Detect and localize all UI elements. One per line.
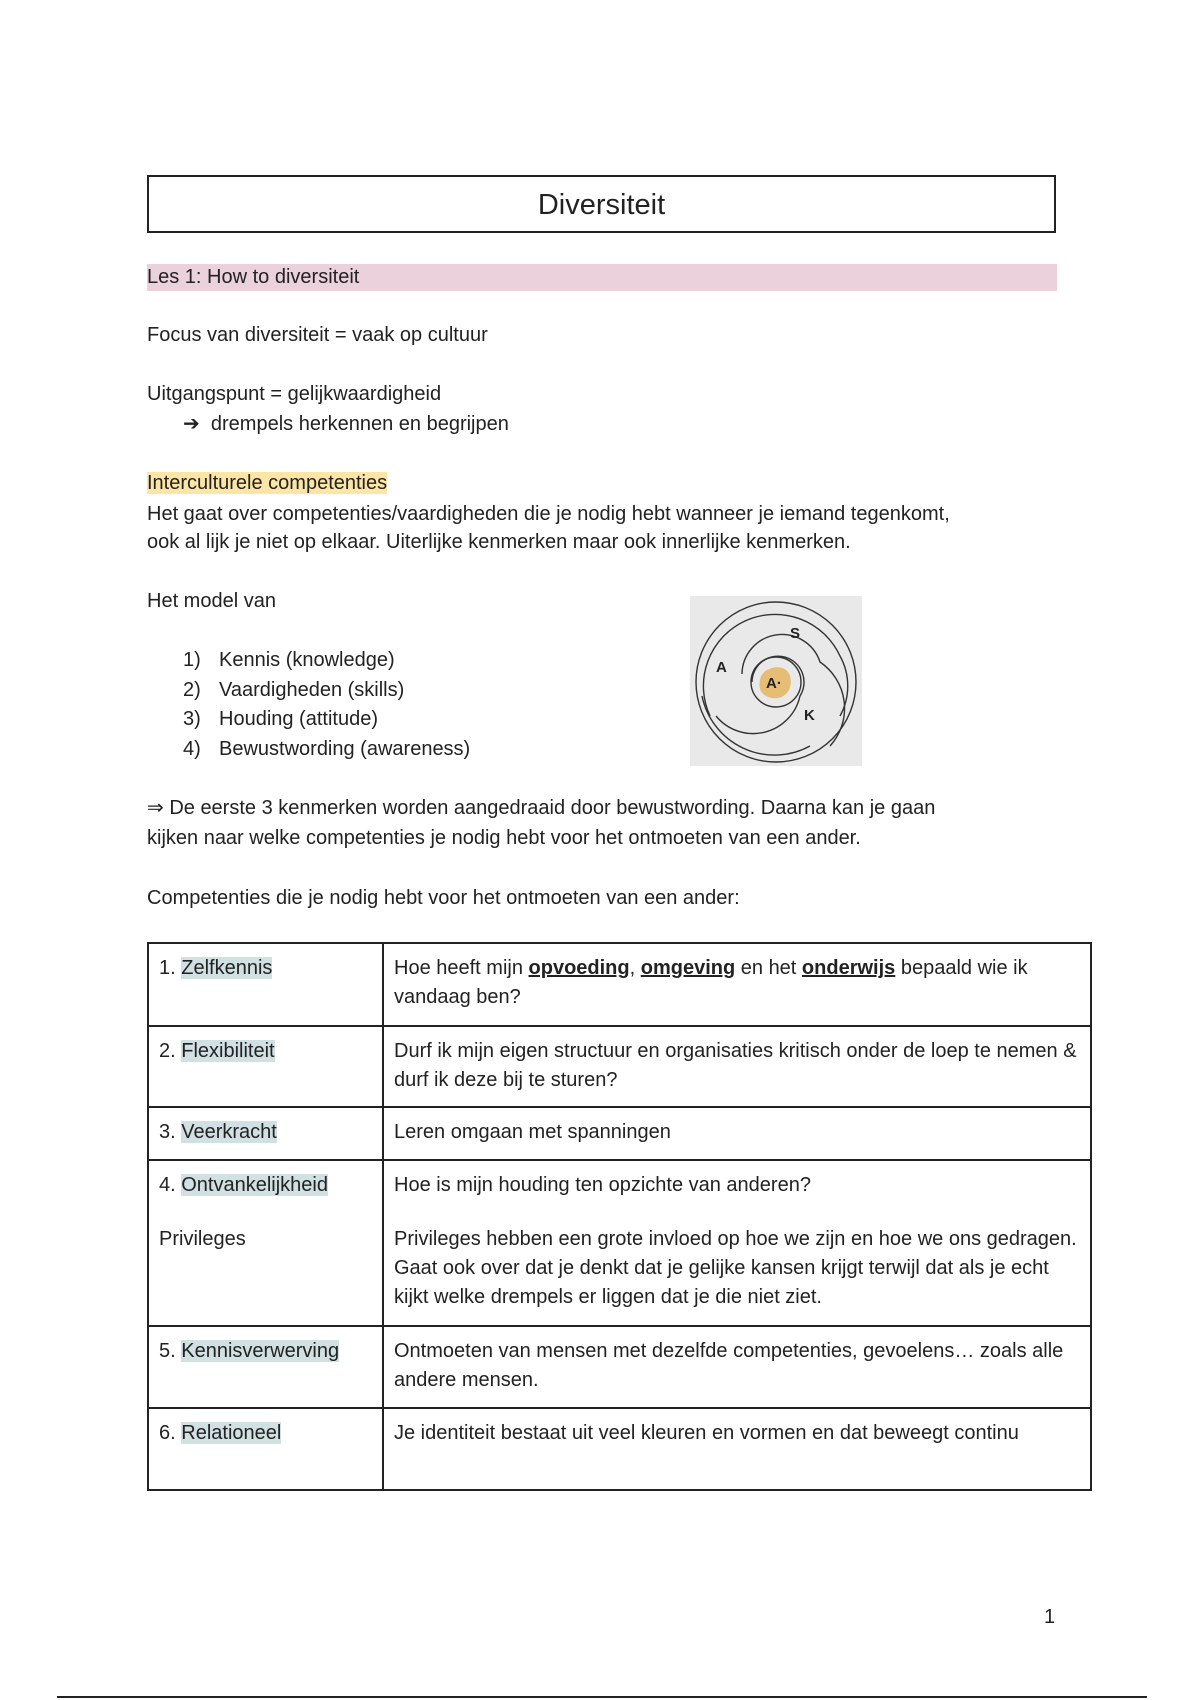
intercultural-para-2: ook al lijk je niet op elkaar. Uiterlijke kenmerken maar ook innerlijke kenmerken. — [147, 531, 851, 553]
competency-desc-cell: Ontmoeten van mensen met dezelfde competenties, gevoelens… zoals alle andere mensen. — [383, 1326, 1091, 1408]
competency-name: Kennisverwerving — [181, 1340, 340, 1362]
competency-name-cell — [148, 1326, 383, 1408]
model-item-text: Houding (attitude) — [219, 708, 378, 730]
intercultural-heading-text: Interculturele competenties — [147, 472, 388, 494]
competency-desc-cell: Je identiteit bestaat uit veel kleuren en vormen en dat beweegt continu — [383, 1408, 1091, 1490]
desc-text: Privileges hebben een grote invloed op hoe we zijn en hoe we ons gedragen. Gaat ook over dat je denkt dat je gelijke kansen krijgt terwijl dat als je echt kijkt welke drempels er liggen dat je die niet ziet. — [394, 1228, 1077, 1308]
model-item-num: 3) — [183, 708, 201, 730]
competency-desc-cell — [383, 943, 1091, 1026]
model-item-text: Bewustwording (awareness) — [219, 737, 471, 760]
table-row — [148, 1408, 1091, 1490]
model-item-num: 4) — [183, 737, 201, 760]
lesson-heading: Les 1: How to diversiteit — [147, 264, 1057, 291]
table-row — [148, 1026, 1091, 1107]
intercultural-para-1: Het gaat over competenties/vaardigheden die je nodig hebt wanneer je iemand tegenkomt, — [147, 503, 950, 525]
model-item — [183, 705, 470, 735]
competency-name-cell — [148, 1026, 383, 1107]
model-item-num: 2) — [183, 678, 201, 701]
competency-desc-cell: Durf ik mijn eigen structuur en organisaties kritisch onder de loep te nemen & durf ik deze bij te sturen? — [383, 1026, 1091, 1107]
competency-num: 4. — [159, 1174, 176, 1196]
document-title: Diversiteit — [147, 175, 1056, 233]
model-item-text: Vaardigheden (skills) — [219, 678, 405, 701]
page-divider — [57, 1696, 1147, 1698]
competency-name-cell — [148, 943, 383, 1026]
desc-text: en het — [735, 957, 802, 979]
competency-num: 2. — [159, 1040, 176, 1062]
label-center: A· — [766, 675, 782, 692]
competency-name: Zelfkennis — [181, 957, 273, 979]
competency-name: Ontvankelijkheid — [181, 1174, 328, 1196]
competency-name: Flexibiliteit — [181, 1040, 275, 1062]
competency-name-cell — [148, 1107, 383, 1160]
competency-name: Relationeel — [181, 1422, 282, 1444]
model-item-text: Kennis (knowledge) — [219, 649, 395, 671]
table-row — [148, 1107, 1091, 1160]
competency-name-cell — [148, 1408, 383, 1490]
spiral-diagram — [690, 596, 862, 766]
competency-num: 3. — [159, 1121, 176, 1143]
competency-desc-cell: Leren omgaan met spanningen — [383, 1107, 1091, 1160]
uitgangspunt-sub-text: drempels herkennen en begrijpen — [210, 413, 509, 435]
competency-name: Veerkracht — [181, 1121, 277, 1143]
competencies-table — [147, 942, 1092, 1491]
competency-num: 5. — [159, 1340, 176, 1362]
desc-text: Hoe heeft mijn — [394, 957, 529, 979]
desc-text: Hoe is mijn houding ten opzichte van anderen? — [394, 1174, 811, 1196]
model-item — [183, 676, 470, 706]
page-number: 1 — [1044, 1606, 1056, 1628]
competency-num: 1. — [159, 957, 176, 979]
desc-text: , — [629, 957, 641, 979]
label-s: S — [790, 625, 801, 642]
competency-num: 6. — [159, 1422, 176, 1444]
competencies-intro: Competenties die je nodig hebt voor het ontmoeten van een ander: — [147, 887, 740, 909]
desc-bold: opvoeding — [528, 957, 630, 979]
competency-desc-cell — [383, 1160, 1091, 1326]
model-list — [183, 646, 470, 764]
conclusion-2: kijken naar welke competenties je nodig hebt voor het ontmoeten van een ander. — [147, 827, 861, 849]
model-intro: Het model van — [147, 590, 276, 612]
uitgangspunt-line: Uitgangspunt = gelijkwaardigheid — [147, 383, 442, 405]
intercultural-heading — [147, 469, 387, 497]
table-row — [148, 1326, 1091, 1408]
model-item — [183, 646, 470, 676]
table-row — [148, 1160, 1091, 1326]
uitgangspunt-sub — [183, 410, 509, 438]
label-a: A — [716, 659, 727, 676]
arrow-icon: ➔ — [183, 413, 200, 435]
desc-text: bepaald wie ik vandaag ben? — [394, 957, 1028, 1008]
model-item-num: 1) — [183, 649, 201, 671]
desc-bold: onderwijs — [801, 957, 896, 979]
competency-name-cell — [148, 1160, 383, 1326]
competency-sub: Privileges — [159, 1228, 246, 1250]
competency-spiral-figure — [690, 596, 862, 766]
conclusion-1: ⇒ De eerste 3 kenmerken worden aangedraaid door bewustwording. Daarna kan je gaan — [147, 797, 936, 819]
desc-bold: omgeving — [640, 957, 736, 979]
focus-line: Focus van diversiteit = vaak op cultuur — [147, 324, 488, 346]
table-row — [148, 943, 1091, 1026]
label-k: K — [804, 707, 815, 724]
model-item — [183, 735, 470, 765]
